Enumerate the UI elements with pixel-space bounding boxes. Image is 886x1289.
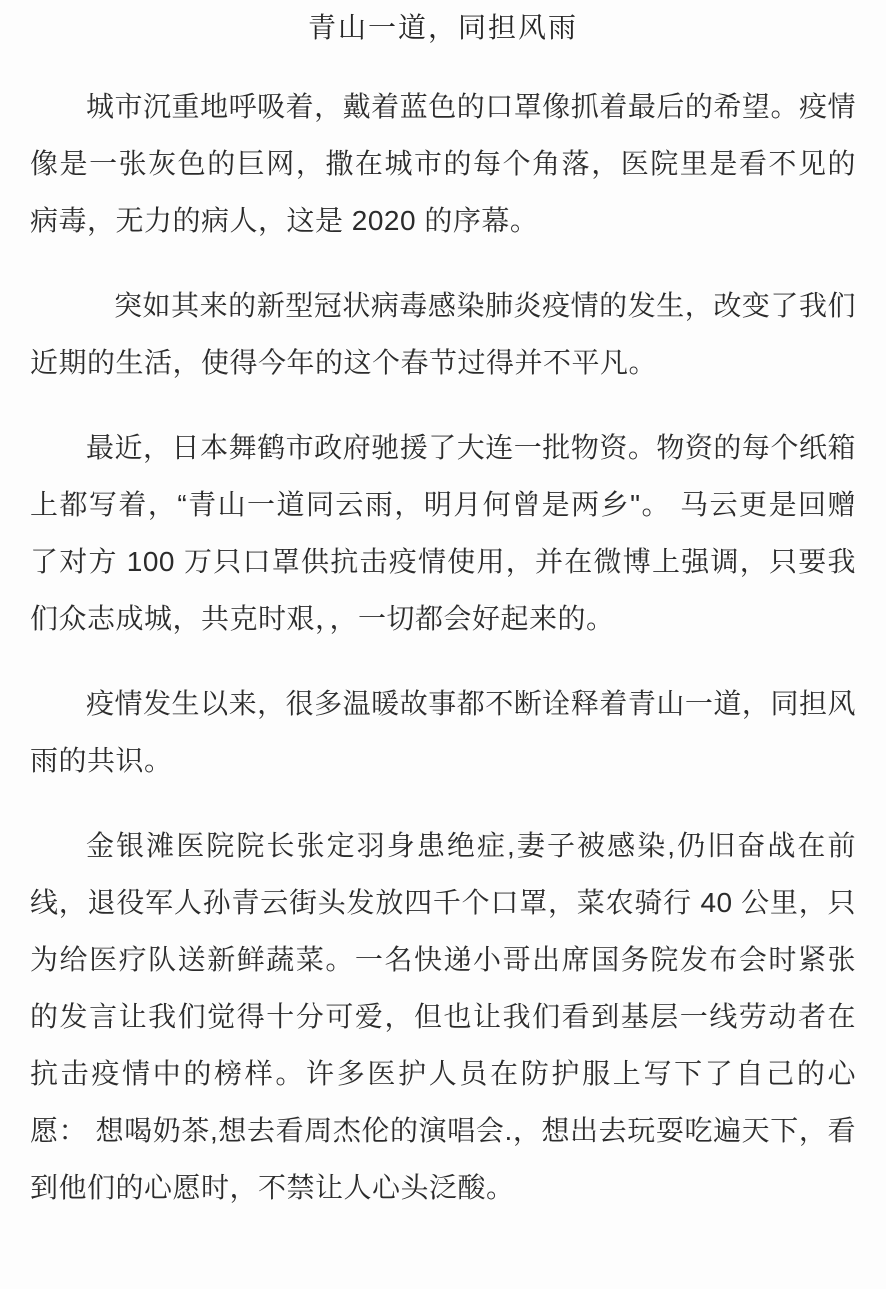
document-body	[30, 78, 856, 1216]
paragraph-3: 最近，日本舞鹤市政府驰援了大连一批物资。物资的每个纸箱上都写着，“青山一道同云雨，明月何曾是两乡"。 马云更是回赠了对方 100 万只口罩供抗击疫情使用，并在微博上强调，只要我们众志成城，共克时艰，，一切都会好起来的。	[30, 432, 856, 634]
paragraph-4: 疫情发生以来，很多温暖故事都不断诠释着青山一道，同担风雨的共识。	[30, 688, 856, 776]
paragraph-5: 金银滩医院院长张定羽身患绝症,妻子被感染,仍旧奋战在前线，退役军人孙青云街头发放四千个口罩，菜农骑行 40 公里，只为给医疗队送新鲜蔬菜。一名快递小哥出席国务院发布会时紧张的发言让我们觉得十分可爱，但也让我们看到基层一线劳动者在抗击疫情中的榜样。许多医护人员在防护服上写下了自己的心愿： 想喝奶茶,想去看周杰伦的演唱会.，想出去玩耍吃遍天下，看到他们的心愿时，不禁让人心头泛酸。	[30, 830, 856, 1203]
document-title: 青山一道，同担风雨	[307, 12, 578, 43]
paragraph-2: 突如其来的新型冠状病毒感染肺炎疫情的发生，改变了我们近期的生活，使得今年的这个春节过得并不平凡。	[30, 290, 856, 378]
paragraph-1: 城市沉重地呼吸着，戴着蓝色的口罩像抓着最后的希望。疫情像是一张灰色的巨网，撒在城市的每个角落，医院里是看不见的病毒，无力的病人，这是 2020 的序幕。	[30, 91, 856, 236]
